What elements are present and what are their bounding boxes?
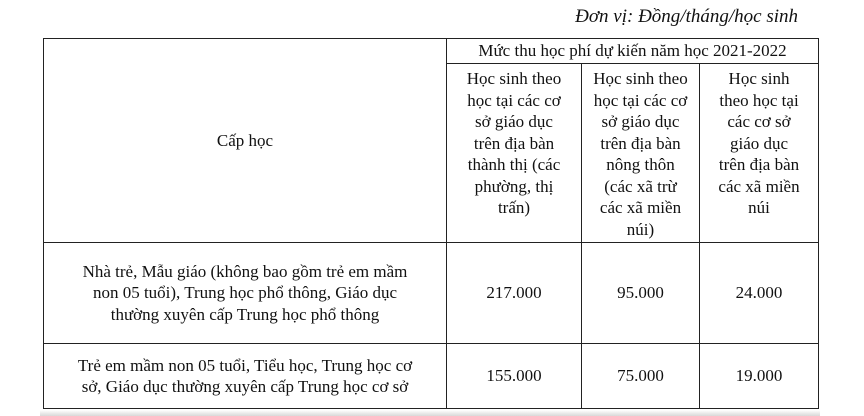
level-cell	[44, 344, 447, 409]
header-line: núi	[748, 198, 770, 217]
table-header-row	[44, 39, 819, 64]
header-line: các cơ sở	[727, 112, 791, 131]
column-header-rural	[582, 64, 700, 243]
level-cell	[44, 243, 447, 344]
header-line: nông thôn	[606, 155, 675, 174]
header-line: sở giáo dục	[601, 112, 680, 131]
header-line: thành thị (các	[467, 155, 561, 174]
tuition-fee-table	[43, 38, 819, 409]
header-line: trên địa bàn	[718, 155, 800, 174]
header-line: trên địa bàn	[600, 133, 681, 153]
level-line: sở, Giáo dục thường xuyên cấp Trung học cơ sở	[81, 377, 409, 396]
header-line: sở giáo dục	[475, 112, 553, 131]
fee-cell-urban: 155.000	[447, 344, 582, 409]
table-row	[44, 344, 819, 409]
header-line: giáo dục	[729, 133, 789, 153]
header-line: (các xã trừ	[604, 176, 677, 196]
level-line: thường xuyên cấp Trung học phổ thông	[110, 304, 380, 324]
fee-cell-rural: 75.000	[582, 344, 700, 409]
fee-cell-urban: 217.000	[447, 243, 582, 344]
column-header-urban	[447, 64, 582, 243]
header-line: Học sinh	[728, 69, 790, 88]
header-line: học tại các cơ	[467, 90, 561, 110]
level-line: Trẻ em mầm non 05 tuổi, Tiểu học, Trung học cơ	[77, 355, 413, 375]
header-line: núi)	[626, 219, 655, 239]
header-line: trấn)	[497, 198, 531, 217]
header-line: trên địa bàn	[473, 133, 555, 153]
fee-cell-mountain: 19.000	[700, 344, 819, 409]
page-edge-shadow	[40, 410, 820, 416]
header-line: các xã miền	[718, 176, 800, 196]
header-line: theo học tại	[719, 90, 799, 110]
header-line: Học sinh theo	[466, 69, 562, 88]
header-line: học tại các cơ	[593, 90, 688, 110]
level-line: non 05 tuổi), Trung học phổ thông, Giáo dục	[92, 283, 398, 303]
header-line: phường, thị	[474, 176, 554, 196]
fee-cell-rural: 95.000	[582, 243, 700, 344]
level-line: Nhà trẻ, Mẫu giáo (không bao gồm trẻ em mầm	[82, 261, 408, 281]
level-column-header: Cấp học	[44, 39, 447, 243]
column-header-mountain	[700, 64, 819, 243]
header-line: các xã miền	[599, 198, 682, 217]
unit-note: Đơn vị: Đồng/tháng/học sinh	[575, 6, 798, 27]
fee-group-header: Mức thu học phí dự kiến năm học 2021-2022	[447, 39, 819, 64]
header-line: Học sinh theo	[593, 69, 688, 88]
fee-cell-mountain: 24.000	[700, 243, 819, 344]
table-row	[44, 243, 819, 344]
